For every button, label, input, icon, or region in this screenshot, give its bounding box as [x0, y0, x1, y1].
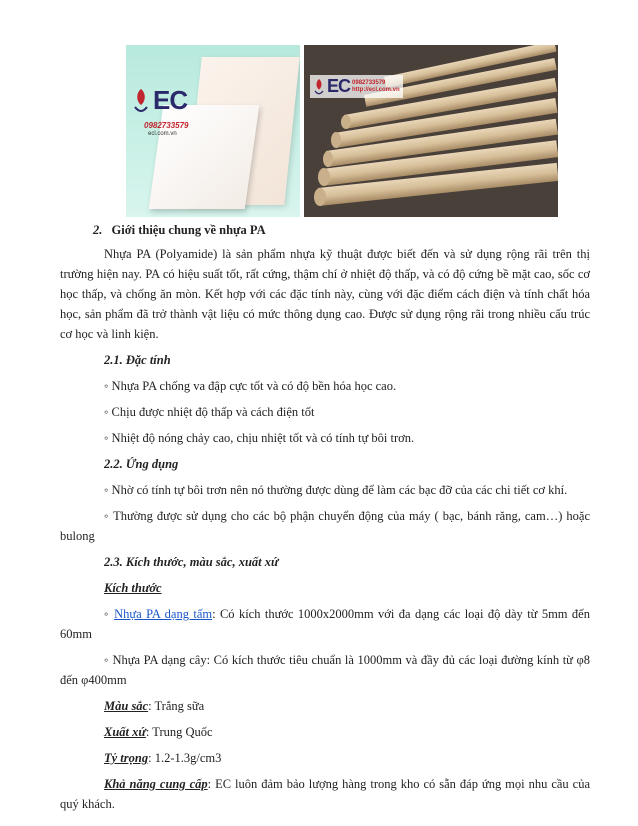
origin-label: Xuất xứ	[104, 725, 146, 739]
ec-logo-text: EC	[153, 85, 188, 115]
property-item: ◦ Nhiệt độ nóng chảy cao, chịu nhiệt tốt và có tính tự bôi trơn.	[104, 431, 415, 445]
section-number: 2.	[93, 223, 103, 237]
application-item: ◦ Thường được sử dụng cho các bộ phận chuyển động của máy ( bạc, bánh răng, cam…) hoặc bulong	[60, 509, 590, 543]
origin-value: : Trung Quốc	[145, 725, 213, 739]
document-body	[60, 220, 590, 820]
property-item: ◦ Nhựa PA chống va đập cực tốt và có độ bền hóa học cao.	[104, 379, 397, 393]
logo-phone: 0982733579	[352, 79, 386, 86]
density-line	[60, 748, 590, 768]
ec-logo-text: EC	[327, 76, 351, 96]
pa-rods-image	[304, 45, 558, 217]
specs-heading: 2.3. Kích thước, màu sắc, xuất xứ	[104, 555, 279, 569]
property-item: ◦ Chịu được nhiệt độ thấp và cách điện tốt	[104, 405, 315, 419]
logo-phone: 0982733579	[144, 121, 189, 130]
section-heading	[93, 220, 590, 240]
color-label: Màu sắc	[104, 699, 149, 713]
color-value: : Trắng sữa	[148, 699, 205, 713]
logo-site: ecl.com.vn	[148, 131, 177, 137]
origin-line	[60, 722, 590, 742]
ec-logo-icon	[132, 87, 150, 115]
ec-logo-icon	[313, 77, 325, 97]
pa-sheet-link[interactable]: Nhựa PA dạng tấm	[114, 607, 213, 621]
applications-heading: 2.2. Ứng dụng	[104, 457, 179, 471]
density-value: : 1.2-1.3g/cm3	[148, 751, 222, 765]
ec-logo-right	[310, 75, 403, 98]
supply-value: : EC luôn đảm bảo lượng hàng trong kho có sẵn đáp ứng mọi nhu cầu của quý khách.	[60, 777, 590, 811]
size-label: Kích thước	[104, 581, 162, 595]
color-line	[60, 696, 590, 716]
product-photos	[126, 45, 558, 217]
logo-site: http://ecl.com.vn	[352, 86, 400, 93]
application-item: ◦ Nhờ có tính tự bôi trơn nên nó thường được dùng để làm các bạc đỡ của các chi tiết cơ khí.	[104, 483, 568, 497]
sheet-size-text: : Có kích thước 1000x2000mm với đa dạng các loại độ dày từ 5mm đến 60mm	[60, 607, 590, 641]
supply-line	[60, 774, 590, 814]
rod-size-line: ◦ Nhựa PA dạng cây: Có kích thước tiêu chuẩn là 1000mm và đầy đủ các loại đường kính từ φ8 đến φ400mm	[60, 653, 590, 687]
section-title: Giới thiệu chung về nhựa PA	[111, 223, 266, 237]
bullet-marker: ◦	[104, 607, 115, 621]
sheet-size-line	[60, 604, 590, 644]
supply-label: Khả năng cung cấp	[104, 777, 208, 791]
pa-rods-photo	[304, 45, 558, 217]
logo-contact	[352, 80, 400, 94]
density-label: Tỷ trọng	[104, 751, 149, 765]
properties-heading: 2.1. Đặc tính	[104, 353, 171, 367]
ec-logo	[132, 85, 187, 116]
intro-paragraph: Nhựa PA (Polyamide) là sản phẩm nhựa kỹ thuật được biết đến và sử dụng rộng rãi trên thị trường hiện nay. PA có hiệu suất tốt, rất cứng, thậm chí ở nhiệt độ thấp, và có độ cứng bề mặt cao, sốc cơ học thấp, và chống ăn mòn. Kết hợp với các đặc tính này, cùng với đặc điểm cách điện và tính chất hóa học, sản phẩm đã trở thành vật liệu có mức thông dụng cao. Được sử dụng rộng rãi trong nhiều cấu trúc cơ học và linh kiện.	[60, 247, 590, 341]
pa-sheet-photo	[126, 45, 300, 217]
